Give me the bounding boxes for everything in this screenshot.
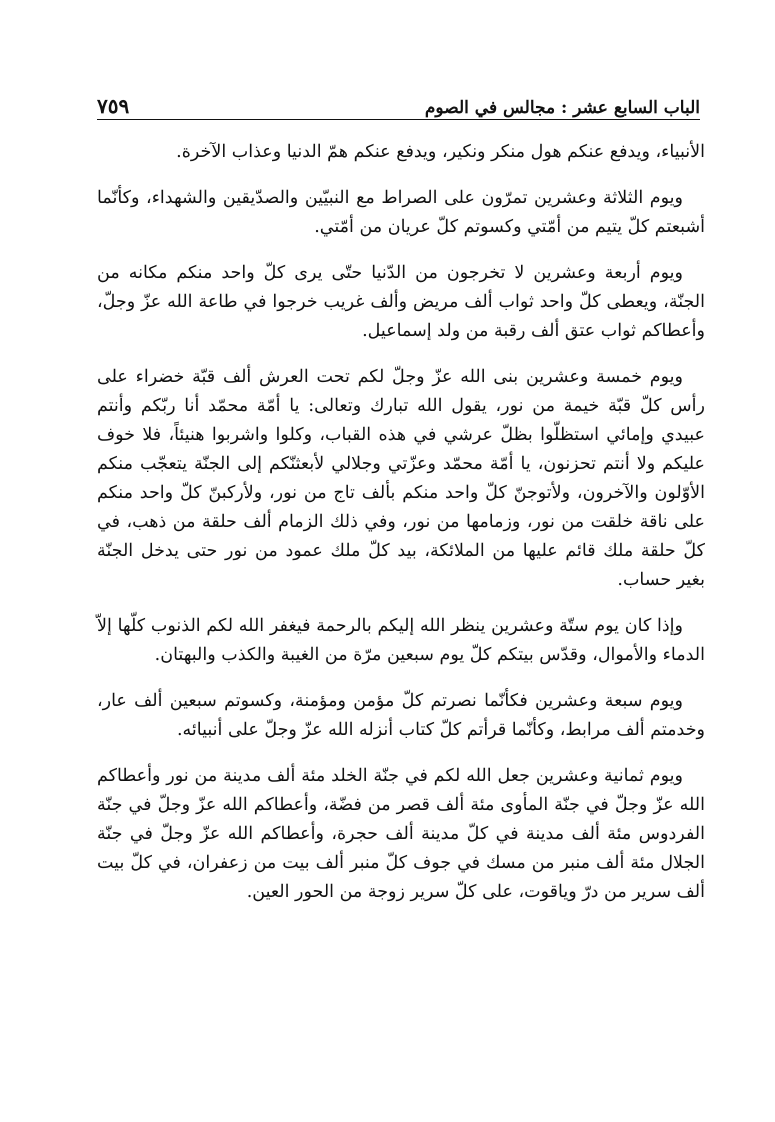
paragraph: ويوم خمسة وعشرين بنى الله عزّ وجلّ لكم تحت العرش ألف قبّة خضراء على رأس كلّ قبّة خيمة من نور، يقول الله تبارك وتعالى: يا أمّة محمّد أنا ربّكم وأنتم عبيدي وإمائي استظلّوا بظلّ عرشي في هذه القباب، وكلوا واشربوا هنيئاً، فلا خوف عليكم ولا أنتم تحزنون، يا أمّة محمّد وعزّتي وجلالي لأبعثنّكم إلى الجنّة يتعجّب منكم الأوّلون والآخرون، ولأتوجنّ كلّ واحد منكم بألف تاج من نور، ولأركبنّ كلّ واحد منكم على ناقة خلقت من نور، وزمامها من نور، وفي ذلك الزمام ألف حلقة من ذهب، في كلّ حلقة ملك قائم عليها من الملائكة، بيد كلّ ملك عمود من نور حتى يدخل الجنّة بغير حساب. bbox=[97, 367, 705, 590]
paragraph: ويوم أربعة وعشرين لا تخرجون من الدّنيا حتّى يرى كلّ واحد منكم مكانه من الجنّة، ويعطى كلّ واحد ثواب ألف مريض وألف غريب خرجوا في طاعة الله عزّ وجلّ، وأعطاكم ثواب عتق ألف رقبة من ولد إسماعيل. bbox=[97, 263, 705, 341]
paragraph: وإذا كان يوم ستّة وعشرين ينظر الله إليكم بالرحمة فيغفر الله لكم الذنوب كلّها إلاّ الدماء والأموال، وقدّس بيتكم كلّ يوم سبعين مرّة من الغيبة والكذب والبهتان. bbox=[97, 616, 705, 665]
body-text bbox=[97, 138, 705, 924]
page-number: ٧٥٩ bbox=[97, 94, 130, 118]
paragraph: ويوم سبعة وعشرين فكأنّما نصرتم كلّ مؤمن ومؤمنة، وكسوتم سبعين ألف عار، وخدمتم ألف مرابط، وكأنّما قرأتم كلّ كتاب أنزله الله عزّ وجلّ على أنبيائه. bbox=[97, 691, 705, 740]
header-divider bbox=[97, 119, 700, 120]
chapter-title: الباب السابع عشر : مجالس في الصوم bbox=[424, 98, 700, 118]
paragraph: ويوم ثمانية وعشرين جعل الله لكم في جنّة الخلد مئة ألف مدينة من نور وأعطاكم الله عزّ وجلّ في جنّة المأوى مئة ألف قصر من فضّة، وأعطاكم الله عزّ وجلّ في جنّة الفردوس مئة ألف مدينة في كلّ مدينة ألف حجرة، وأعطاكم الله عزّ وجلّ في جنّة الجلال مئة ألف منبر من مسك في جوف كلّ منبر ألف بيت من زعفران، في كلّ بيت ألف سرير من درّ وياقوت، على كلّ سرير زوجة من الحور العين. bbox=[97, 766, 705, 902]
running-header bbox=[97, 86, 700, 118]
paragraph: الأنبياء، ويدفع عنكم هول منكر ونكير، ويدفع عنكم همّ الدنيا وعذاب الآخرة. bbox=[176, 142, 705, 162]
paragraph: ويوم الثلاثة وعشرين تمرّون على الصراط مع النبيّين والصدّيقين والشهداء، وكأنّما أشبعتم كلّ يتيم من أمّتي وكسوتم كلّ عريان من أمّتي. bbox=[97, 188, 705, 237]
